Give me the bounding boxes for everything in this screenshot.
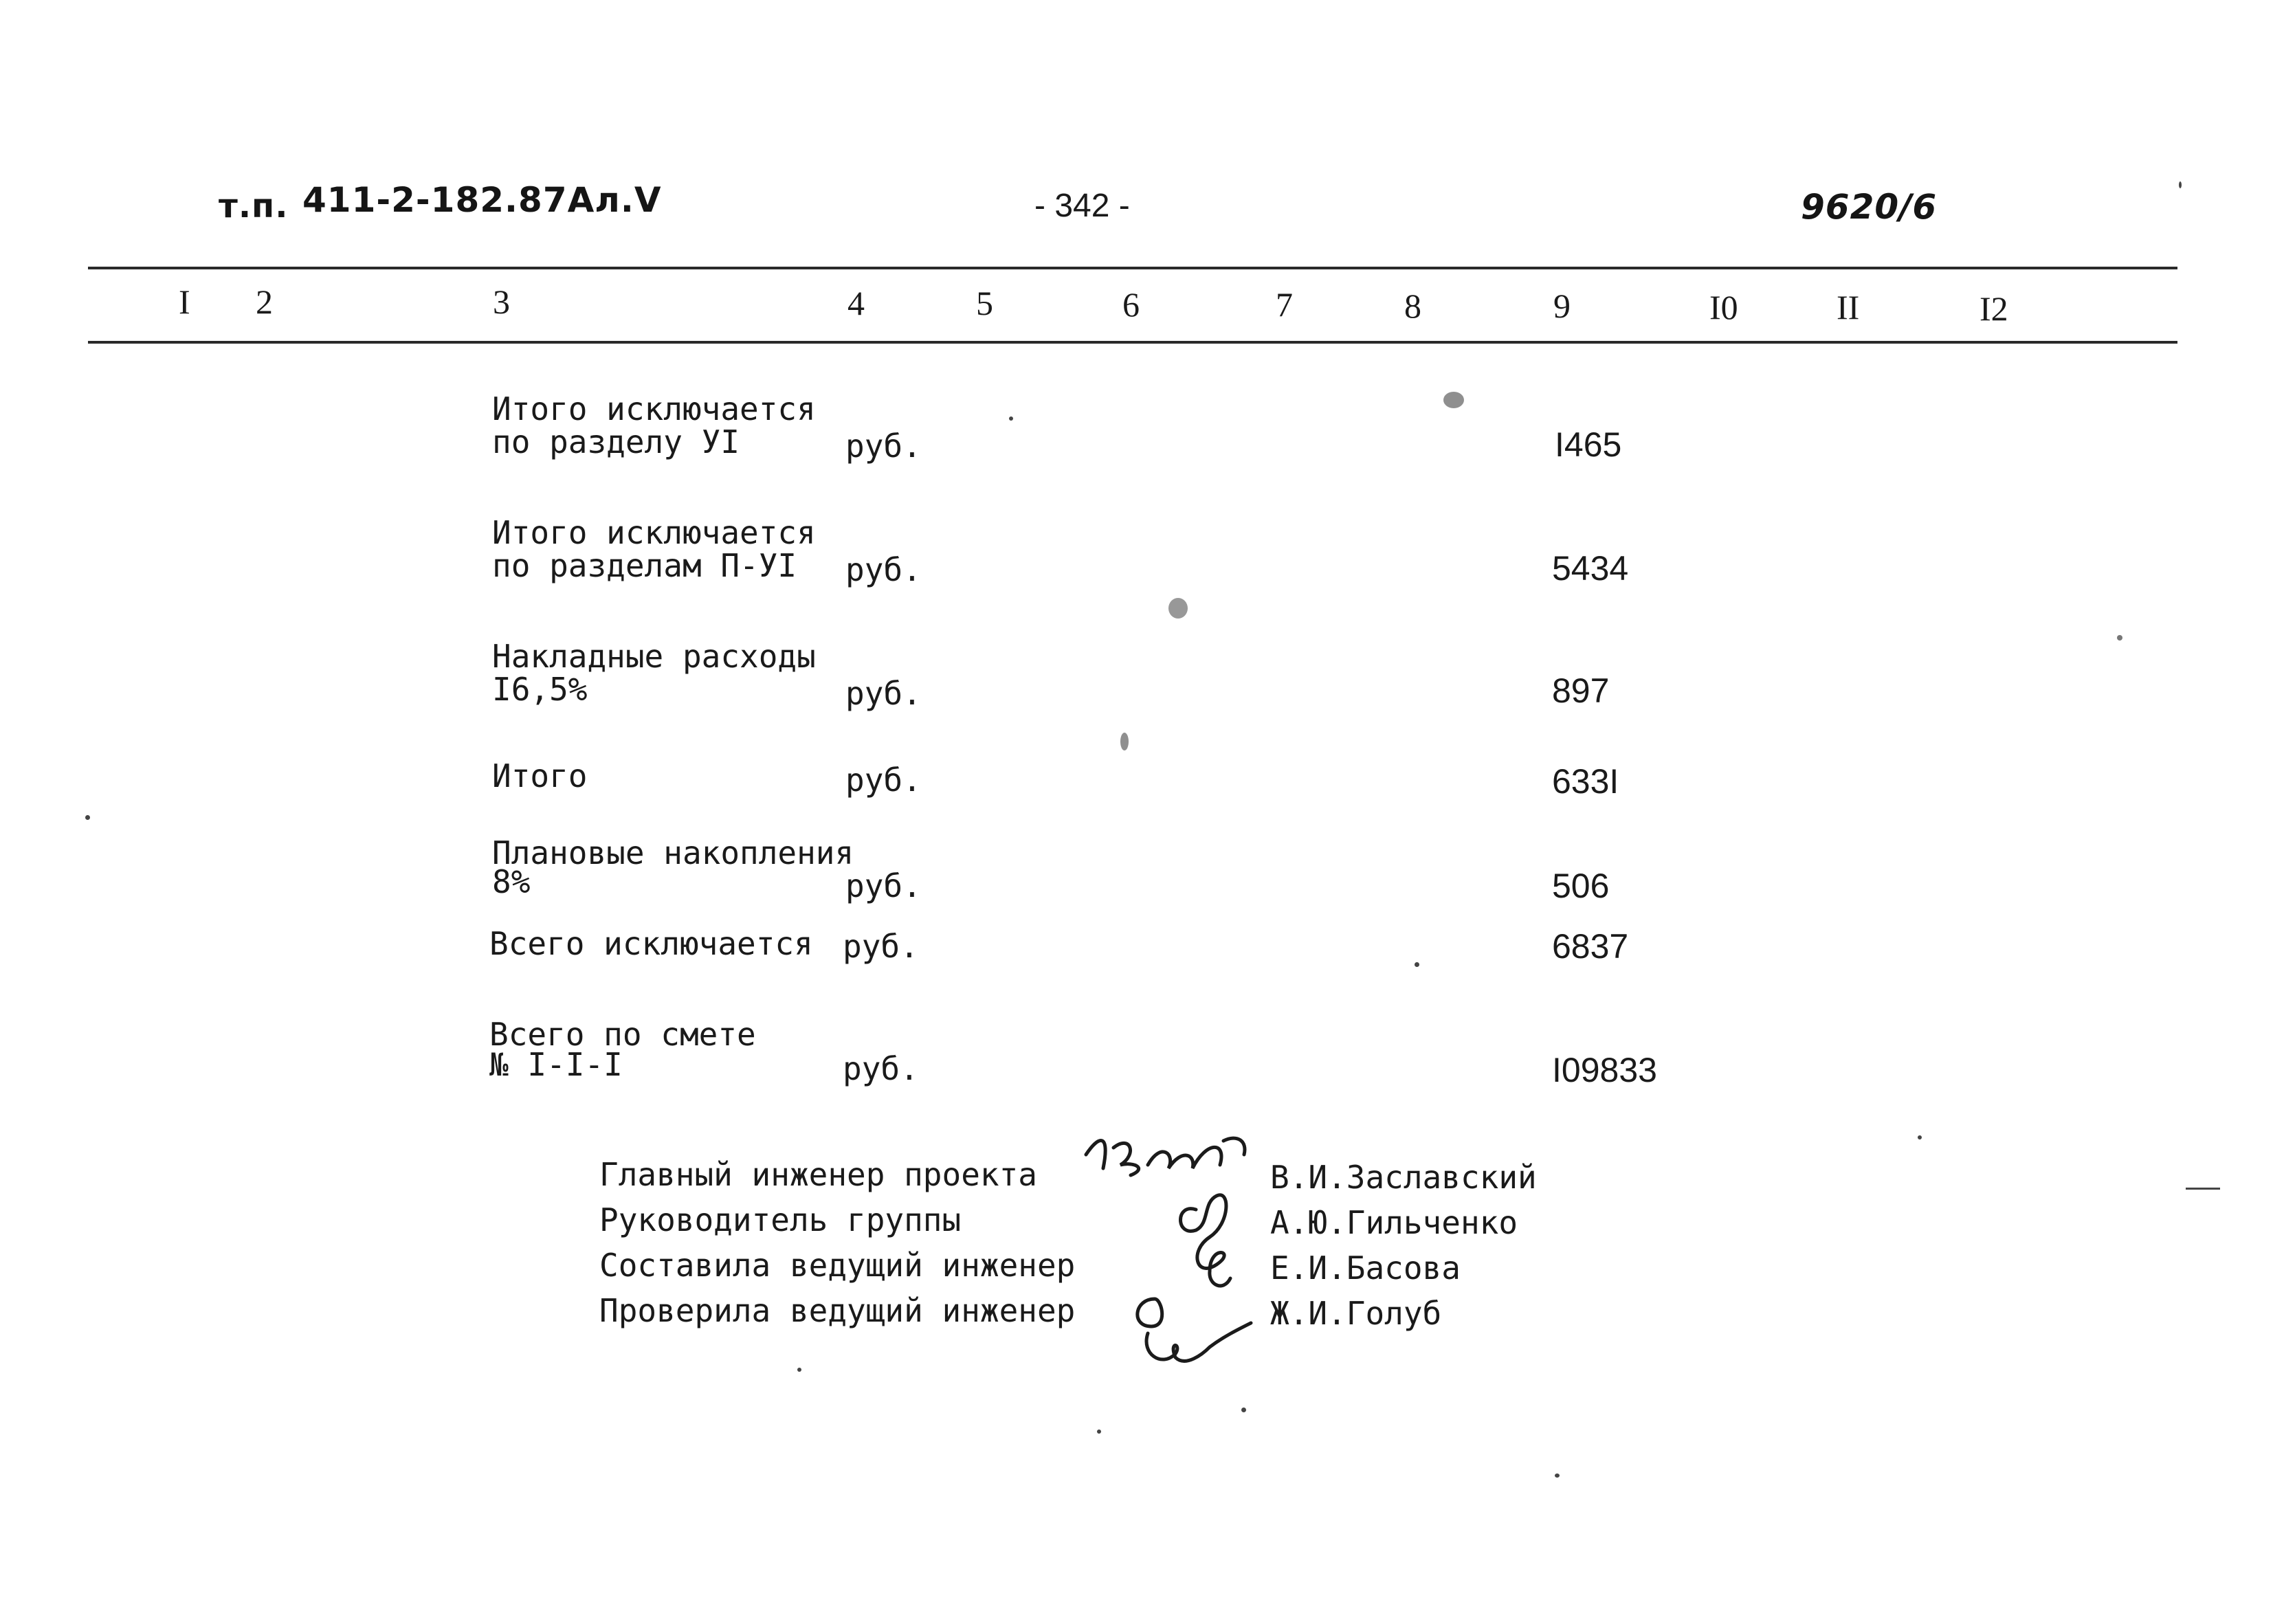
scan-noise xyxy=(1415,962,1419,967)
scan-noise xyxy=(1097,1430,1101,1434)
row-label-line: Всего исключается xyxy=(489,925,813,962)
row-label-line: № I-I-I xyxy=(489,1046,623,1083)
column-header-9: 9 xyxy=(1553,287,1571,325)
row-value: 506 xyxy=(1552,867,1610,905)
column-header-4: 4 xyxy=(847,284,865,322)
row-unit: руб. xyxy=(845,551,922,588)
signature-mark-golub xyxy=(1127,1285,1265,1375)
scan-noise xyxy=(1168,598,1188,619)
signature-mark-zaslavsky xyxy=(1072,1127,1265,1189)
row-label-line: Накладные расходы xyxy=(492,638,816,675)
row-value: 633I xyxy=(1552,762,1619,801)
scan-noise xyxy=(2117,635,2122,641)
scan-noise xyxy=(797,1368,801,1372)
row-unit: руб. xyxy=(845,867,922,904)
column-header-8: 8 xyxy=(1404,287,1421,325)
row-label-line: 8% xyxy=(492,863,531,900)
project-code-prefix: т.п. xyxy=(219,187,289,225)
scan-noise xyxy=(2179,181,2182,188)
row-value: I465 xyxy=(1555,425,1622,464)
row-unit: руб. xyxy=(843,1050,919,1087)
row-unit: руб. xyxy=(845,761,922,799)
column-header-3: 3 xyxy=(493,282,510,321)
row-value: I09833 xyxy=(1552,1051,1657,1089)
row-label-line: по разделам П-УI xyxy=(492,547,797,584)
signature-name: Ж.И.Голуб xyxy=(1270,1295,1442,1332)
row-label-line: по разделу УI xyxy=(492,423,740,460)
table-header-bottom-rule xyxy=(88,341,2177,344)
column-header-6: 6 xyxy=(1122,285,1140,324)
scan-noise xyxy=(1009,416,1013,421)
scan-noise xyxy=(85,815,90,820)
signature-role: Главный инженер проекта xyxy=(599,1156,1037,1193)
scan-noise xyxy=(1555,1473,1560,1478)
signature-name: В.И.Заславский xyxy=(1270,1159,1537,1196)
project-code: 411-2-182.87Ал.V xyxy=(302,180,662,220)
row-value: 6837 xyxy=(1552,927,1629,966)
row-label-line: Итого исключается xyxy=(492,390,816,427)
scan-noise xyxy=(1918,1135,1922,1139)
row-label-line: Плановые накопления xyxy=(492,834,854,871)
scan-noise xyxy=(1241,1408,1246,1412)
column-header-7: 7 xyxy=(1276,285,1293,324)
row-label-line: Всего по смете xyxy=(489,1016,756,1053)
column-header-2: 2 xyxy=(256,282,273,321)
scan-noise xyxy=(2186,1188,2220,1190)
row-label-line: Итого исключается xyxy=(492,514,816,551)
signature-role: Проверила ведущий инженер xyxy=(599,1292,1076,1329)
column-header-11: II xyxy=(1837,288,1860,326)
column-header-5: 5 xyxy=(976,284,993,322)
table-top-rule xyxy=(88,267,2177,269)
signature-name: Е.И.Басова xyxy=(1270,1249,1461,1287)
row-value: 897 xyxy=(1552,671,1610,710)
column-header-12: I2 xyxy=(1980,289,2008,328)
column-header-1: I xyxy=(179,282,190,321)
signature-role: Составила ведущий инженер xyxy=(599,1247,1076,1284)
row-value: 5434 xyxy=(1552,549,1629,588)
scan-noise xyxy=(1120,733,1129,750)
scan-noise xyxy=(1443,392,1464,408)
document-number: 9620/6 xyxy=(1801,187,1938,227)
row-unit: руб. xyxy=(845,427,922,465)
row-unit: руб. xyxy=(843,928,919,965)
column-header-10: I0 xyxy=(1709,288,1738,326)
signature-role: Руководитель группы xyxy=(599,1201,962,1238)
row-label-line: Итого xyxy=(492,757,588,794)
signature-name: А.Ю.Гильченко xyxy=(1270,1204,1518,1241)
row-unit: руб. xyxy=(845,675,922,712)
row-label-line: I6,5% xyxy=(492,671,588,708)
page-number: - 342 - xyxy=(1034,188,1130,224)
